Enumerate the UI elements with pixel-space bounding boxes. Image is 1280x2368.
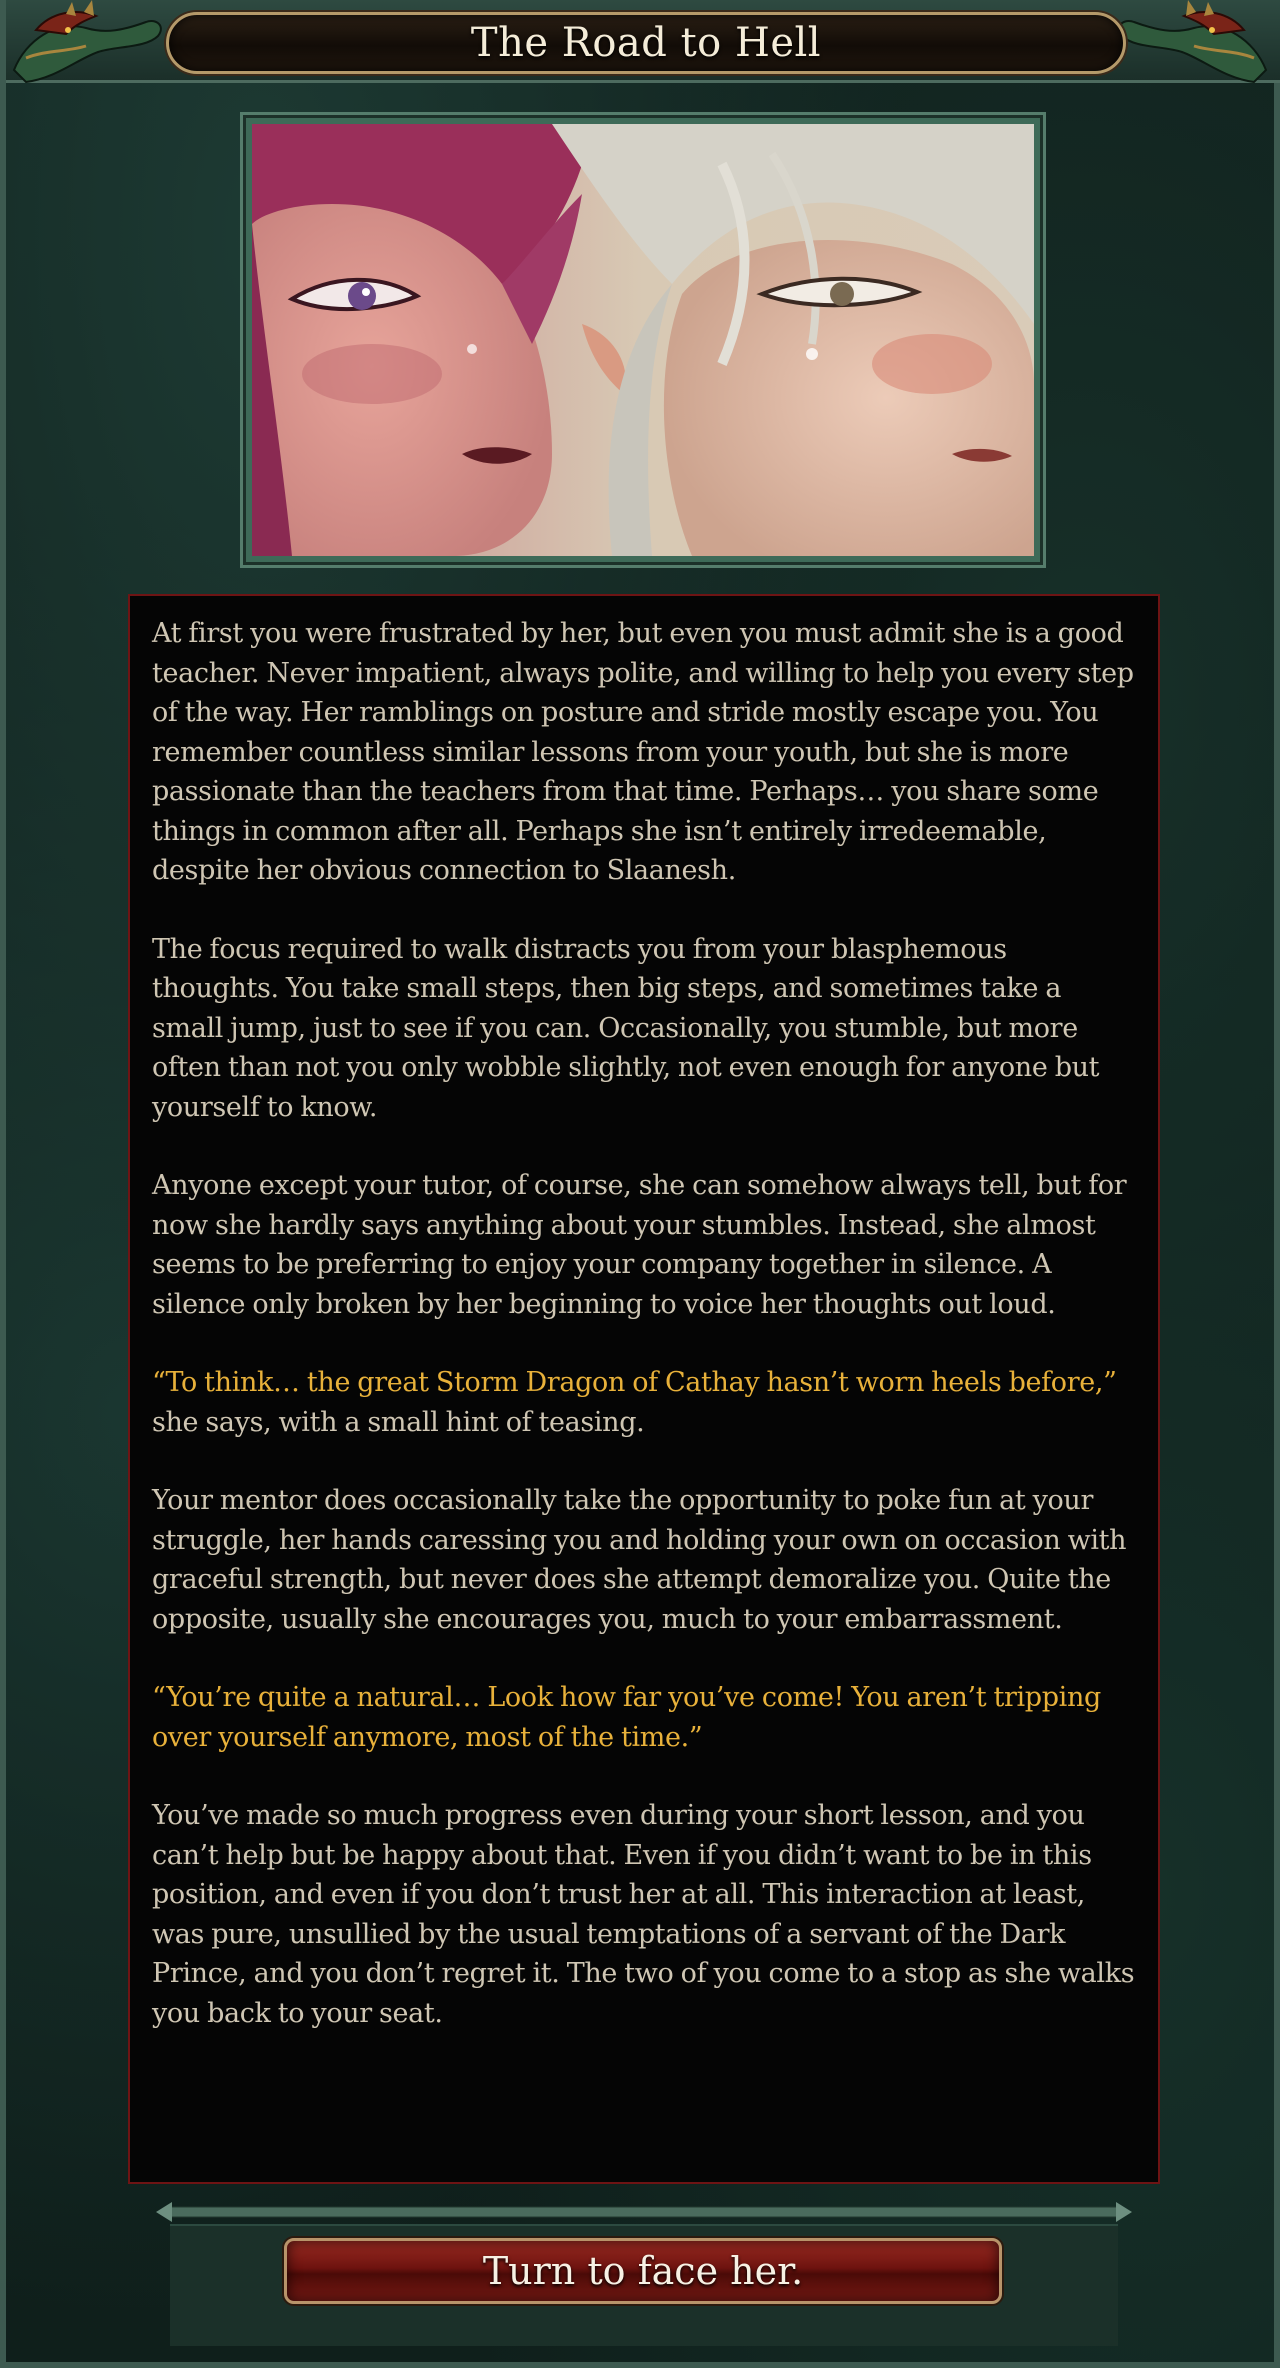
title-bar	[166, 12, 1126, 74]
choice-button[interactable]	[284, 2238, 1002, 2304]
dragon-ornament-icon	[6, 0, 176, 90]
dialogue-quote: “You’re quite a natural… Look how far you’ve come! You aren’t tripping over yourself anymore, most of the time.”	[152, 1682, 1101, 1753]
choice-divider	[156, 2202, 1132, 2222]
story-paragraph: Anyone except your tutor, of course, she can somehow always tell, but for now she hardly says anything about your stumbles. Instead, she almost seems to be preferring to enjoy your company together in silence. A silence only broken by her beginning to voice her thoughts out loud.	[152, 1170, 1127, 1320]
choice-label: Turn to face her.	[482, 2249, 804, 2293]
event-title: The Road to Hell	[470, 20, 822, 66]
story-paragraph: The focus required to walk distracts you from your blasphemous thoughts. You take small steps, then big steps, and sometimes take a small jump, just to see if you can. Occasionally, you stumble, but more often than not you only wobble slightly, not even enough for anyone but yourself to know.	[152, 933, 1100, 1123]
dialogue-quote: “To think… the great Storm Dragon of Cathay hasn’t worn heels before,”	[152, 1367, 1117, 1398]
dialogue-attribution: she says, with a small hint of teasing.	[152, 1406, 645, 1438]
story-paragraph: Your mentor does occasionally take the opportunity to poke fun at your struggle, her hands caressing you and holding your own on occasion with graceful strength, but never does she attempt demoralize you. Quite the opposite, usually she encourages you, much to your embarrassment.	[152, 1485, 1127, 1635]
dialogue-paragraph	[152, 1363, 1136, 1442]
story-paragraph: At first you were frustrated by her, but even you must admit she is a good teacher. Never impatient, always polite, and willing to help you every step of the way. Her ramblings on posture and stride mostly escape you. You remember countless similar lessons from your youth, but she is more passionate than the teachers from that time. Perhaps… you share some things in common after all. Perhaps she isn’t entirely irredeemable, despite her obvious connection to Slaanesh.	[152, 618, 1134, 886]
story-text-panel	[128, 594, 1160, 2184]
story-paragraph: You’ve made so much progress even during your short lesson, and you can’t help but be happy about that. Even if you didn’t want to be in this position, and even if you don’t trust her at all. This interaction at least, was pure, unsullied by the usual temptations of a servant of the Dark Prince, and you don’t regret it. The two of you come to a stop as she walks you back to your seat.	[152, 1800, 1135, 2029]
dragon-ornament-icon	[1104, 0, 1274, 90]
dialogue-paragraph	[152, 1678, 1136, 1757]
illustration-image	[252, 124, 1034, 556]
event-illustration	[246, 118, 1040, 562]
